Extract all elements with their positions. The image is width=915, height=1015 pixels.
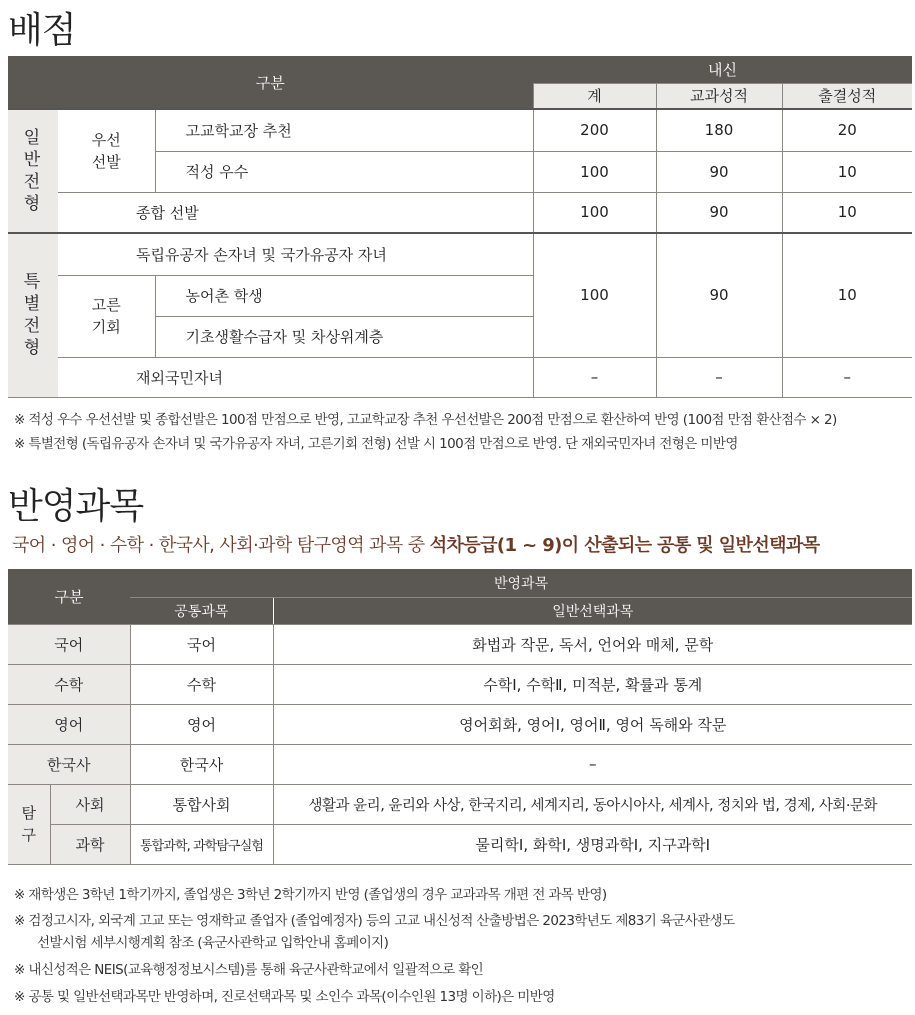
row-attendance: 10 (782, 233, 912, 357)
elective-subjects: 화법과 작문, 독서, 언어와 매체, 문학 (273, 624, 912, 664)
common-subject: 수학 (130, 664, 273, 704)
row-name: 재외국민자녀 (58, 357, 533, 397)
subject-category: 사회 (50, 784, 130, 824)
row-name: 농어촌 학생 (155, 275, 533, 316)
subjects-table (8, 569, 912, 865)
header-naesin: 내신 (533, 56, 912, 83)
subject-category: 수학 (8, 664, 130, 704)
subject-category: 영어 (8, 704, 130, 744)
row-attendance: 20 (782, 109, 912, 151)
row-name: 적성 우수 (155, 151, 533, 192)
row-name: 고교학교장 추천 (155, 109, 533, 151)
row-grades: 180 (656, 109, 782, 151)
common-subject: 영어 (130, 704, 273, 744)
row-attendance: 10 (782, 192, 912, 233)
row-total: – (533, 357, 656, 397)
subject-category: 과학 (50, 824, 130, 864)
row-total: 200 (533, 109, 656, 151)
general-admission-label: 일 반 전 형 (8, 109, 58, 233)
row-attendance: 10 (782, 151, 912, 192)
elective-subjects: 물리학Ⅰ, 화학Ⅰ, 생명과학Ⅰ, 지구과학Ⅰ (273, 824, 912, 864)
subjects-note: ※ 내신성적은 NEIS(교육행정정보시스템)를 통해 육군사관학교에서 일괄적으로 확인 (14, 962, 484, 978)
subjects-note: 선발시험 세부시행계획 참조 (육군사관학교 입학안내 홈페이지) (37, 935, 389, 951)
header-category: 구분 (8, 569, 130, 624)
subject-category: 국어 (8, 624, 130, 664)
row-grades: 90 (656, 233, 782, 357)
scoring-table (8, 56, 912, 398)
row-name: 기초생활수급자 및 차상위계층 (155, 316, 533, 357)
elective-subjects: 영어회화, 영어Ⅰ, 영어Ⅱ, 영어 독해와 작문 (273, 704, 912, 744)
row-grades: – (656, 357, 782, 397)
elective-subjects: – (273, 744, 912, 784)
row-grades: 90 (656, 192, 782, 233)
header-category: 구분 (8, 56, 533, 109)
equal-opportunity-label: 고른 기회 (58, 275, 155, 357)
header-subjects: 반영과목 (130, 569, 912, 597)
header-grades: 교과성적 (656, 83, 782, 109)
common-subject: 국어 (130, 624, 273, 664)
row-grades: 90 (656, 151, 782, 192)
common-subject: 통합사회 (130, 784, 273, 824)
special-admission-label: 특 별 전 형 (8, 233, 58, 397)
row-total: 100 (533, 192, 656, 233)
subjects-subtitle: 국어 · 영어 · 수학 · 한국사, 사회·과학 탐구영역 과목 중 석차등급(1 ~ 9)이 산출되는 공통 및 일반선택과목 (12, 535, 820, 556)
subject-category: 한국사 (8, 744, 130, 784)
priority-selection-label: 우선 선발 (58, 109, 155, 192)
header-total: 계 (533, 83, 656, 109)
header-common: 공통과목 (130, 597, 273, 624)
header-attendance: 출결성적 (782, 83, 912, 109)
common-subject: 통합과학, 과학탐구실험 (130, 824, 273, 864)
subjects-note: ※ 재학생은 3학년 1학기까지, 졸업생은 3학년 2학기까지 반영 (졸업생의 경우 교과과목 개편 전 과목 반영) (14, 887, 607, 903)
row-attendance: – (782, 357, 912, 397)
subjects-note: ※ 공통 및 일반선택과목만 반영하며, 진로선택과목 및 소인수 과목(이수인원 13명 이하)은 미반영 (14, 989, 555, 1005)
row-name: 종합 선발 (58, 192, 533, 233)
section-title-scoring: 배점 (8, 10, 76, 51)
subjects-note: ※ 검정고시자, 외국계 고교 또는 영재학교 졸업자 (졸업예정자) 등의 고교 내신성적 산출방법은 2023학년도 제83기 육군사관생도 (14, 913, 735, 929)
elective-subjects: 수학Ⅰ, 수학Ⅱ, 미적분, 확률과 통계 (273, 664, 912, 704)
row-total: 100 (533, 151, 656, 192)
common-subject: 한국사 (130, 744, 273, 784)
scoring-note: ※ 적성 우수 우선선발 및 종합선발은 100점 만점으로 반영, 고교학교장 추천 우선선발은 200점 만점으로 환산하여 반영 (100점 만점 환산점수 × 2) (14, 412, 837, 428)
section-title-subjects: 반영과목 (8, 486, 144, 527)
elective-subjects: 생활과 윤리, 윤리와 사상, 한국지리, 세계지리, 동아시아사, 세계사, 정치와 법, 경제, 사회·문화 (273, 784, 912, 824)
scoring-note: ※ 특별전형 (독립유공자 손자녀 및 국가유공자 자녀, 고른기회 전형) 선발 시 100점 만점으로 반영. 단 재외국민자녀 전형은 미반영 (14, 436, 738, 452)
row-name: 독립유공자 손자녀 및 국가유공자 자녀 (58, 233, 533, 275)
header-elective: 일반선택과목 (273, 597, 912, 624)
row-total: 100 (533, 233, 656, 357)
inquiry-label: 탐 구 (8, 784, 50, 864)
